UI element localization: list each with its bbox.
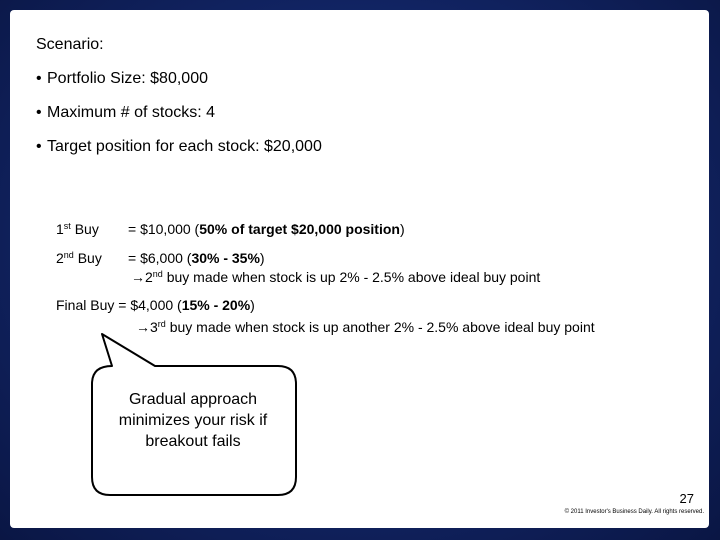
callout-text xyxy=(92,389,294,452)
second-buy-label-text: Buy xyxy=(73,250,102,266)
final-buy-label: Final Buy xyxy=(56,297,115,313)
scenario-item-text: Target position for each stock: $20,000 xyxy=(47,138,322,155)
bullet-marker: • xyxy=(36,104,42,121)
scenario-item-text: Portfolio Size: $80,000 xyxy=(47,70,208,87)
second-buy-note-ordinal: nd xyxy=(152,269,163,279)
final-buy-close: ) xyxy=(250,297,255,313)
callout-line: breakout fails xyxy=(145,433,241,450)
second-buy-close: ) xyxy=(259,250,265,266)
second-buy-amount-text: = $6,000 ( xyxy=(128,250,192,266)
first-buy-ordinal: st xyxy=(63,221,71,231)
bullet-marker: • xyxy=(36,70,42,87)
first-buy-close: ) xyxy=(399,221,405,237)
first-buy-number: 1 xyxy=(56,221,64,237)
first-buy-amount-text: = $10,000 ( xyxy=(128,221,200,237)
first-buy-label-text: Buy xyxy=(70,221,99,237)
final-buy-percent: 15% - 20% xyxy=(181,297,251,313)
final-buy-note-number: 3 xyxy=(150,319,158,335)
arrow-right-icon: → xyxy=(131,269,145,285)
second-buy-note-text: buy made when stock is up 2% - 2.5% above ideal buy point xyxy=(162,269,541,285)
arrow-right-icon: → xyxy=(136,319,150,335)
second-buy-ordinal: nd xyxy=(63,250,74,260)
final-buy-note-ordinal: rd xyxy=(157,319,166,329)
scenario-heading: Scenario: xyxy=(36,36,104,53)
copyright-notice: © 2011 Investor's Business Daily. All rights reserved. xyxy=(564,509,704,515)
first-buy-percent: 50% of target $20,000 position xyxy=(199,221,400,237)
second-buy-note-number: 2 xyxy=(145,269,153,285)
bullet-marker: • xyxy=(36,138,42,155)
scenario-item-text: Maximum # of stocks: 4 xyxy=(47,104,216,121)
final-buy-note-text: buy made when stock is up another 2% - 2.5% above ideal buy point xyxy=(165,319,595,335)
final-buy-amount-text: = $4,000 ( xyxy=(114,297,182,313)
callout-line: Gradual approach xyxy=(128,391,258,408)
page-number: 27 xyxy=(679,491,694,506)
second-buy-percent: 30% - 35% xyxy=(191,250,260,266)
callout-line: minimizes your risk if xyxy=(118,412,268,429)
second-buy-number: 2 xyxy=(56,250,64,266)
